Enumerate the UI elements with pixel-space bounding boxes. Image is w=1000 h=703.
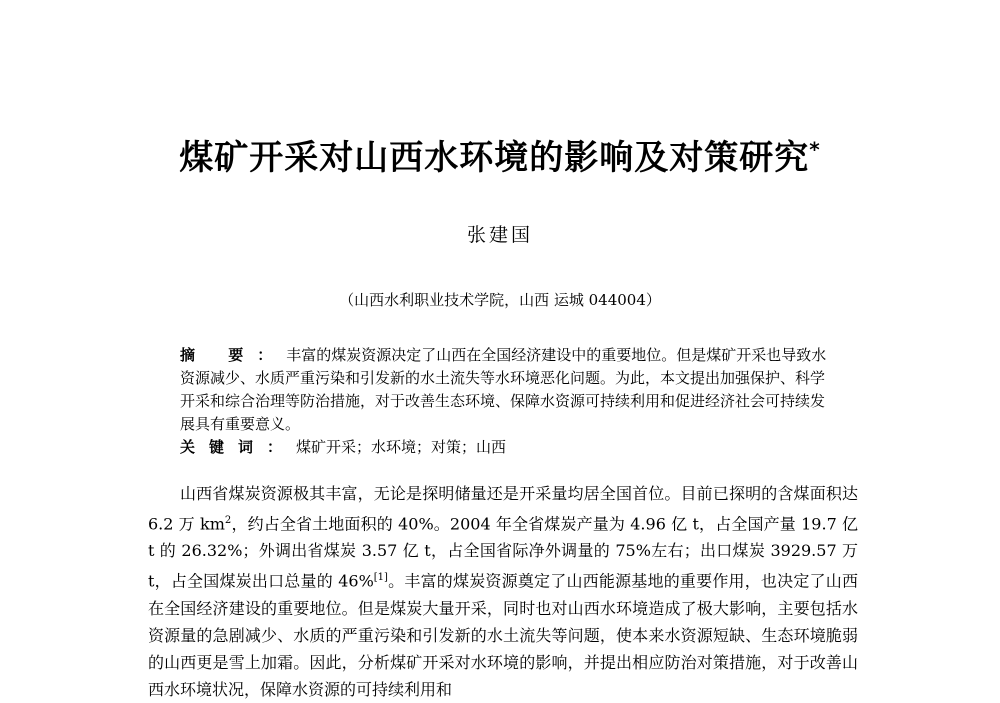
author-name: 张建国 (466, 224, 533, 246)
body-paragraph (148, 480, 858, 703)
paper-title-text: 煤矿开采对山西水环境的影响及对策研究 (179, 138, 810, 178)
body-text-part-3: 。丰富的煤炭资源奠定了山西能源基地的重要作用，也决定了山西在全国经济建设的重要地位。但是煤炭大量开采，同时也对山西水环境造成了极大影响，主要包括水资源量的急剧减少、水质的严重污染和引发新的水土流失等问题，使本来水资源短缺、生态环境脆弱的山西更是雪上加霜。因此，分析煤矿开采对水环境的影响，并提出相应防治对策措施，对于改善山西水环境状况，保障水资源的可持续利用和 (148, 571, 858, 699)
citation-marker: [1] (373, 572, 388, 584)
title-footnote-mark: * (809, 137, 821, 162)
abstract-paragraph (180, 344, 830, 436)
keywords-text: 煤矿开采；水环境；对策；山西 (296, 438, 507, 456)
keywords-line (180, 436, 830, 459)
author-affiliation: （山西水利职业技术学院，山西 运城 044004） (339, 291, 661, 309)
keywords-label: 关键词： (180, 438, 297, 456)
paper-title (0, 130, 1000, 179)
body-text-part-2: ，约占全省土地面积的 40%。2004 年全省煤炭产量为 4.96 亿 t，占全国产量 19.7 亿 t 的 26.32%；外调出省煤炭 3.57 亿 t，占全国省际净外调量的 75%左右；出口煤炭 3929.57 万 t，占全国煤炭出口总量的 46% (148, 514, 858, 591)
abstract-label: 摘 要： (180, 346, 287, 364)
body-text (148, 480, 858, 703)
abstract-block (180, 344, 830, 459)
abstract-text: 丰富的煤炭资源决定了山西在全国经济建设中的重要地位。但是煤矿开采也导致水资源减少、水质严重污染和引发新的水土流失等水环境恶化问题。为此，本文提出加强保护、科学开采和综合治理等防治措施，对于改善生态环境、保障水资源可持续利用和促进经济社会可持续发展具有重要意义。 (180, 346, 827, 433)
body-text-part-1: 山西省煤炭资源极其丰富，无论是探明储量还是开采量均居全国首位。目前已探明的含煤面积达 6.2 万 km (148, 484, 858, 534)
area-unit-superscript: 2 (224, 515, 232, 526)
